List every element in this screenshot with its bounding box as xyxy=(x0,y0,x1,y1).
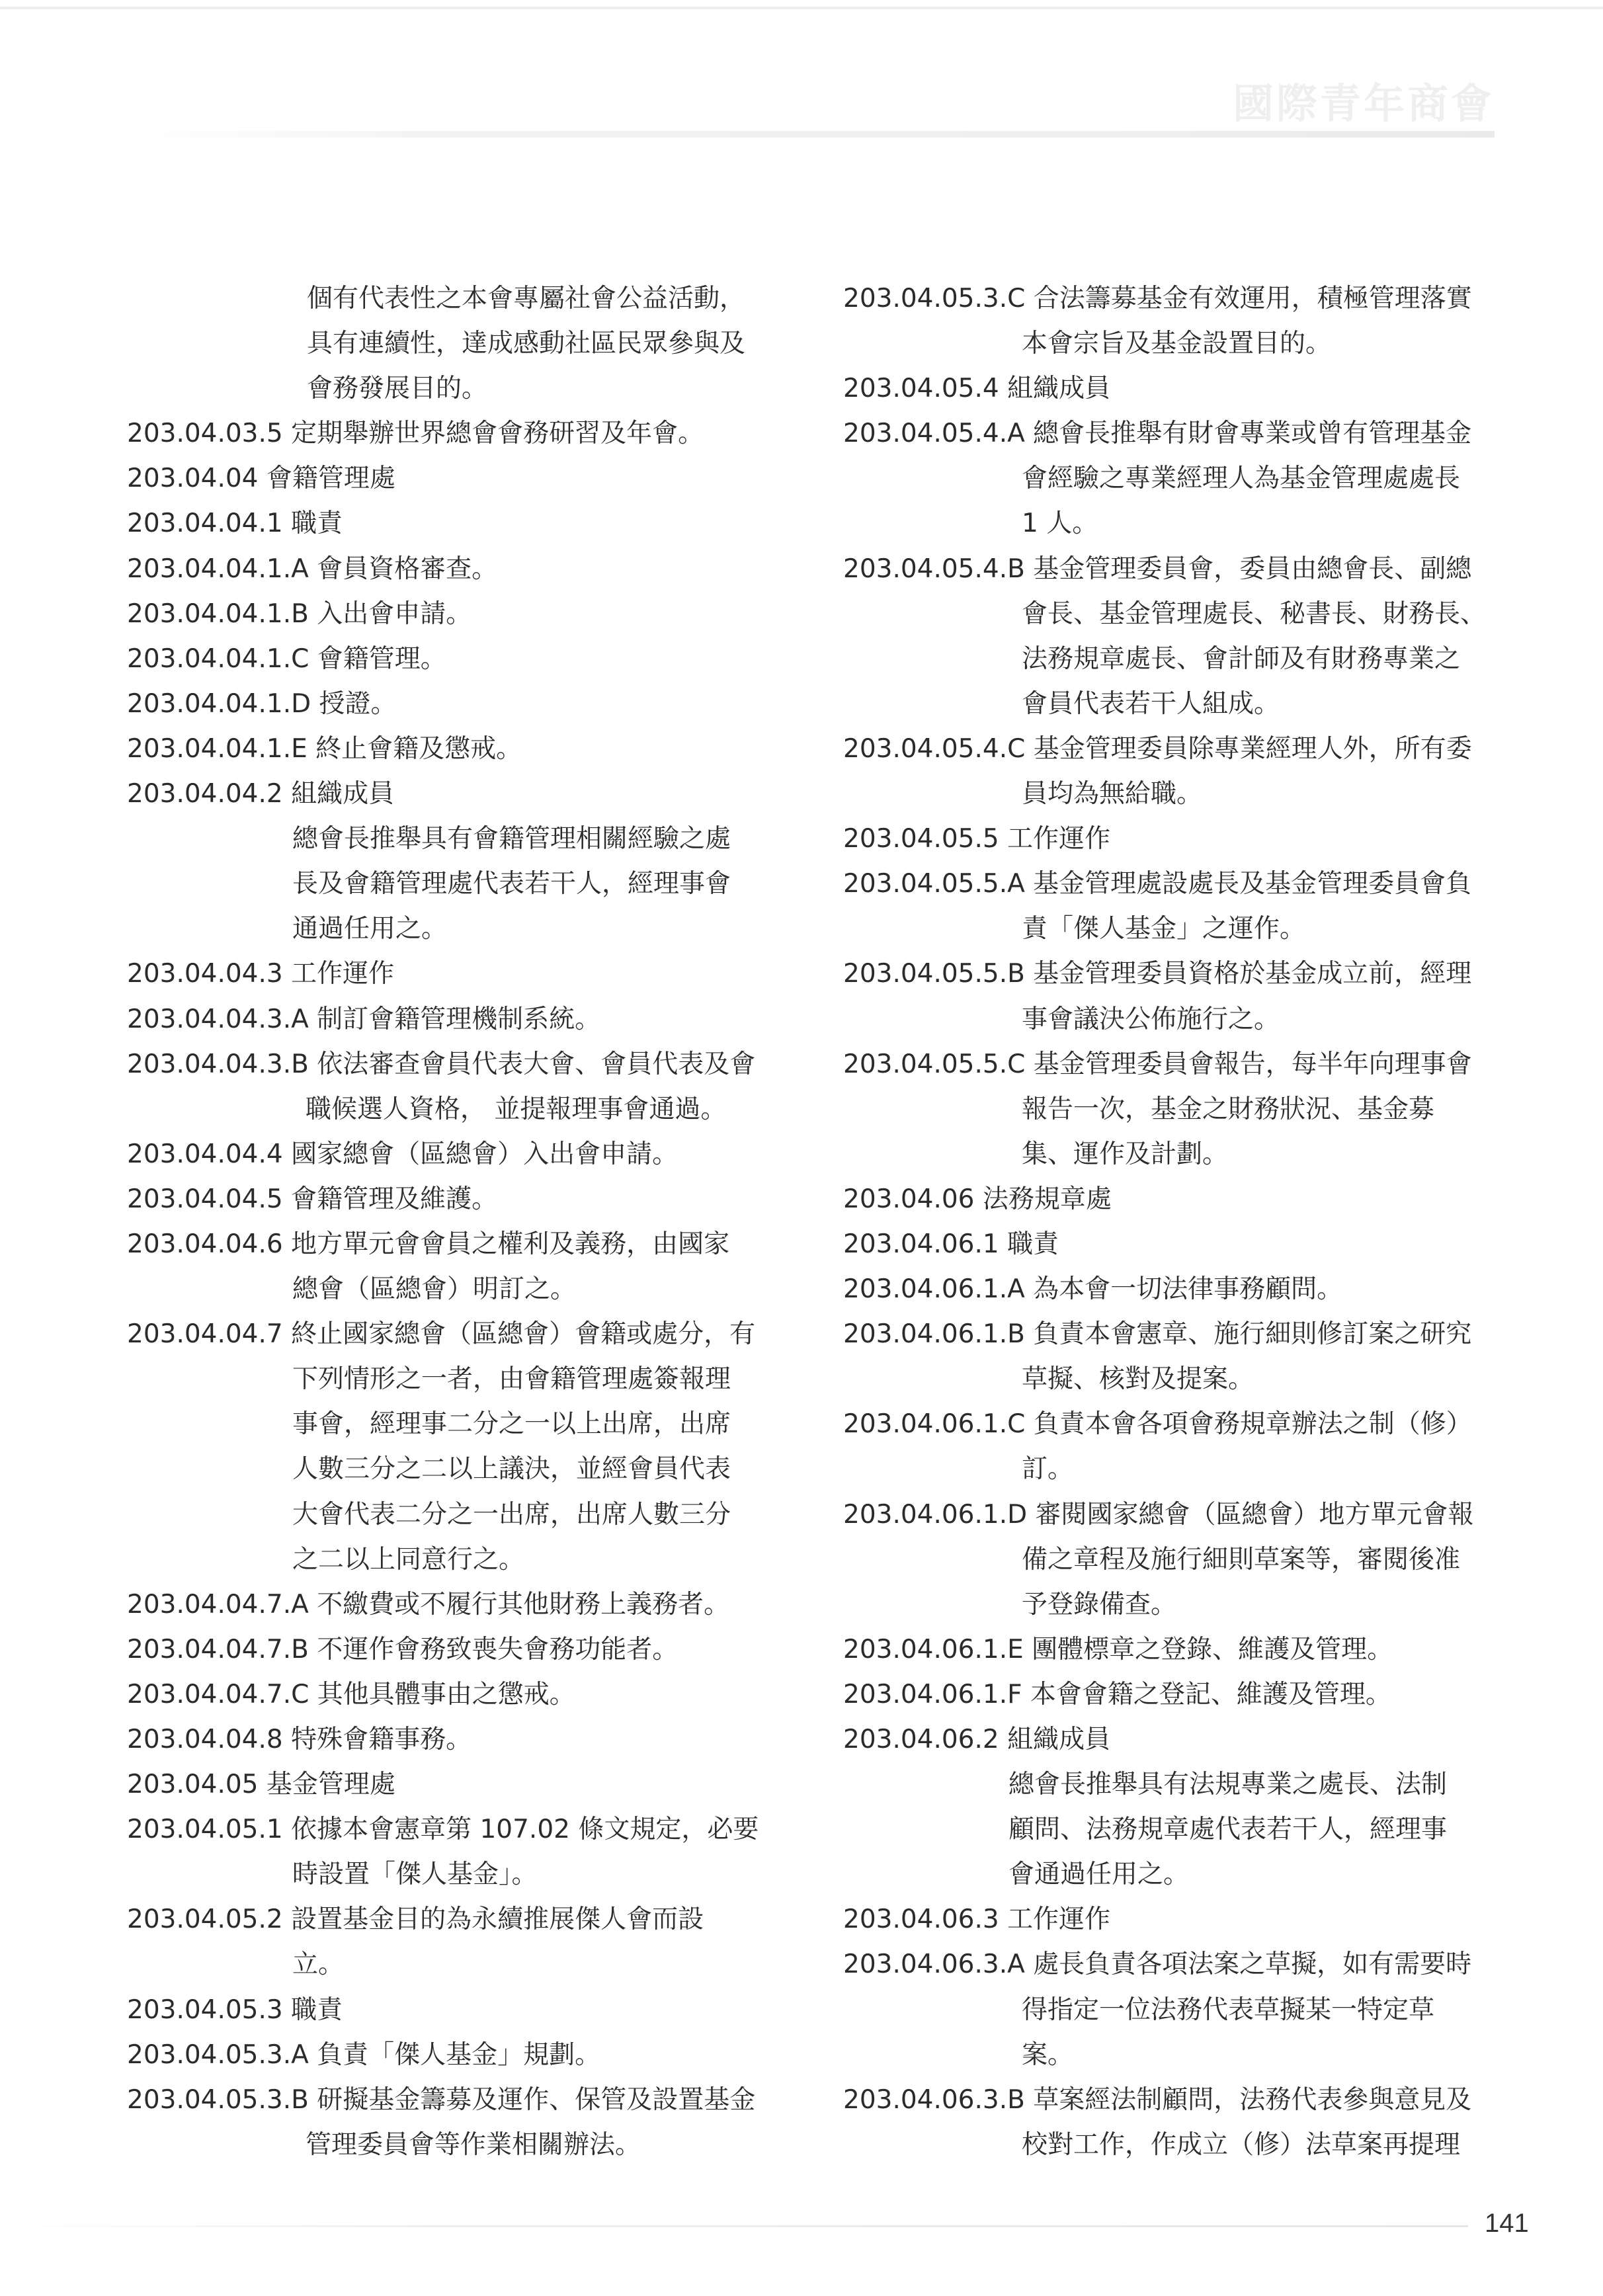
text-line: 203.04.04.1.D 授證。 xyxy=(127,688,397,719)
text-line: 203.04.04.3.A 制訂會籍管理機制系統。 xyxy=(127,1004,601,1034)
text-line: 203.04.05.4.A 總會長推舉有財會專業或曾有管理基金 xyxy=(843,419,1472,449)
footer-line xyxy=(0,2225,1468,2227)
text-line: 事會，經理事二分之一以上出席，出席 xyxy=(292,1409,731,1440)
text-line: 草擬、核對及提案。 xyxy=(1022,1364,1254,1395)
text-line: 203.04.05.5 工作運作 xyxy=(843,824,1111,854)
text-line: 203.04.06.1 職責 xyxy=(843,1229,1059,1259)
text-line: 總會長推舉具有會籍管理相關經驗之處 xyxy=(292,824,731,854)
text-line: 203.04.04.7.B 不運作會務致喪失會務功能者。 xyxy=(127,1634,678,1664)
text-line: 203.04.05.2 設置基金目的為永續推展傑人會而設 xyxy=(127,1905,704,1935)
text-line: 203.04.04.4 國家總會（區總會）入出會申請。 xyxy=(127,1139,678,1169)
top-edge-line xyxy=(0,7,1603,9)
text-line: 會通過任用之。 xyxy=(1008,1860,1190,1890)
text-line: 203.04.06.1.B 負責本會憲章、施行細則修訂案之研究 xyxy=(843,1319,1472,1350)
text-line: 本會宗旨及基金設置目的。 xyxy=(1022,329,1332,359)
text-line: 203.04.05.3.C 合法籌募基金有效運用，積極管理落實 xyxy=(843,284,1472,313)
text-line: 203.04.06.2 組織成員 xyxy=(843,1725,1111,1754)
text-line: 203.04.05.4.B 基金管理委員會，委員由總會長、副總 xyxy=(843,554,1472,584)
text-line: 203.04.05.4.C 基金管理委員除專業經理人外，所有委 xyxy=(843,733,1472,764)
text-line: 203.04.06.3 工作運作 xyxy=(843,1905,1111,1935)
text-line: 203.04.05.1 依據本會憲章第 107.02 條文規定，必要 xyxy=(127,1815,759,1845)
text-line: 法務規章處長、會計師及有財務專業之 xyxy=(1022,643,1461,674)
page-number: 141 xyxy=(1485,2209,1529,2238)
text-line: 203.04.06.1.F 本會會籍之登記、維護及管理。 xyxy=(843,1679,1391,1709)
text-line: 203.04.04.1 職責 xyxy=(127,509,343,539)
text-line: 203.04.04.5 會籍管理及維護。 xyxy=(127,1184,498,1214)
text-line: 203.04.04.1.A 會員資格審查。 xyxy=(127,554,498,584)
text-line: 203.04.04.7 終止國家總會（區總會）會籍或處分，有 xyxy=(127,1319,756,1350)
text-line: 案。 xyxy=(1022,2039,1074,2070)
text-line: 總會長推舉具有法規專業之處長、法制 xyxy=(1008,1770,1448,1800)
text-line: 203.04.06.1.A 為本會一切法律事務顧問。 xyxy=(843,1274,1343,1305)
text-line: 203.04.05.5.C 基金管理委員會報告，每半年向理事會 xyxy=(843,1049,1472,1079)
text-line: 職候選人資格， 並提報理事會通過。 xyxy=(306,1094,727,1124)
text-line: 通過任用之。 xyxy=(292,914,448,944)
text-line: 人數三分之二以上議決，並經會員代表 xyxy=(292,1454,731,1485)
text-line: 會務發展目的。 xyxy=(307,374,488,404)
header-bar xyxy=(126,131,1495,138)
text-line: 203.04.05.3.A 負責「傑人基金」規劃。 xyxy=(127,2039,601,2070)
text-line: 事會議決公佈施行之。 xyxy=(1022,1004,1280,1034)
text-line: 203.04.06 法務規章處 xyxy=(843,1184,1112,1214)
right-column xyxy=(843,276,1508,2168)
text-line: 203.04.05.4 組織成員 xyxy=(843,374,1111,404)
text-line: 長及會籍管理處代表若干人，經理事會 xyxy=(292,869,731,899)
text-line: 203.04.05 基金管理處 xyxy=(127,1770,395,1800)
text-line: 203.04.05.3 職責 xyxy=(127,1994,343,2025)
text-line: 203.04.06.3.A 處長負責各項法案之草擬，如有需要時 xyxy=(843,1949,1472,1980)
text-line: 個有代表性之本會專屬社會公益活動， xyxy=(307,284,746,313)
text-line: 得指定一位法務代表草擬某一特定草 xyxy=(1022,1994,1435,2025)
text-line: 203.04.06.1.E 團體標章之登錄、維護及管理。 xyxy=(843,1634,1393,1664)
text-line: 203.04.06.1.D 審閱國家總會（區總會）地方單元會報 xyxy=(843,1499,1474,1530)
text-line: 管理委員會等作業相關辦法。 xyxy=(306,2129,641,2160)
text-line: 203.04.04.7.A 不繳費或不履行其他財務上義務者。 xyxy=(127,1589,730,1620)
text-line: 備之章程及施行細則草案等，審閱後准 xyxy=(1022,1544,1461,1575)
text-line: 大會代表二分之一出席，出席人數三分 xyxy=(292,1499,731,1530)
text-line: 總會（區總會）明訂之。 xyxy=(292,1274,577,1305)
text-line: 顧問、法務規章處代表若干人，經理事 xyxy=(1008,1815,1448,1845)
text-line: 203.04.05.5.A 基金管理處設處長及基金管理委員會負 xyxy=(843,869,1472,899)
text-line: 下列情形之一者，由會籍管理處簽報理 xyxy=(292,1364,731,1395)
text-line: 203.04.04.7.C 其他具體事由之懲戒。 xyxy=(127,1679,575,1709)
text-line: 會經驗之專業經理人為基金管理處處長 xyxy=(1022,464,1461,494)
text-line: 訂。 xyxy=(1022,1454,1074,1485)
text-line: 校對工作，作成立（修）法草案再提理 xyxy=(1022,2129,1461,2160)
text-line: 之二以上同意行之。 xyxy=(292,1544,525,1575)
left-column xyxy=(127,276,792,2168)
text-line: 責「傑人基金」之運作。 xyxy=(1022,914,1306,944)
text-line: 1 人。 xyxy=(1022,509,1098,539)
text-line: 203.04.04.3.B 依法審查會員代表大會、會員代表及會 xyxy=(127,1049,756,1079)
text-line: 立。 xyxy=(292,1949,345,1980)
text-line: 予登錄備查。 xyxy=(1022,1589,1177,1620)
text-line: 203.04.04.6 地方單元會會員之權利及義務，由國家 xyxy=(127,1229,730,1259)
text-line: 203.04.06.1.C 負責本會各項會務規章辦法之制（修） xyxy=(843,1409,1472,1440)
text-line: 集、運作及計劃。 xyxy=(1022,1139,1229,1169)
text-line: 203.04.04.3 工作運作 xyxy=(127,959,395,989)
text-line: 203.04.04.2 組織成員 xyxy=(127,779,395,809)
text-line: 203.04.06.3.B 草案經法制顧問，法務代表參與意見及 xyxy=(843,2084,1472,2115)
header-title: 國際青年商會 xyxy=(1232,79,1495,128)
text-line: 203.04.04 會籍管理處 xyxy=(127,464,395,494)
text-line: 203.04.05.5.B 基金管理委員資格於基金成立前，經理 xyxy=(843,959,1472,989)
text-line: 203.04.04.8 特殊會籍事務。 xyxy=(127,1725,472,1754)
text-line: 會員代表若干人組成。 xyxy=(1022,688,1280,719)
text-line: 時設置「傑人基金」。 xyxy=(292,1860,538,1890)
text-line: 203.04.04.1.B 入出會申請。 xyxy=(127,598,472,629)
text-line: 203.04.04.1.C 會籍管理。 xyxy=(127,643,446,674)
text-line: 203.04.05.3.B 研擬基金籌募及運作、保管及設置基金 xyxy=(127,2084,756,2115)
text-line: 203.04.04.1.E 終止會籍及懲戒。 xyxy=(127,733,522,764)
text-line: 203.04.03.5 定期舉辦世界總會會務研習及年會。 xyxy=(127,419,704,449)
text-line: 報告一次，基金之財務狀況、基金募 xyxy=(1022,1094,1435,1124)
text-line: 員均為無給職。 xyxy=(1022,779,1203,809)
text-line: 會長、基金管理處長、秘書長、財務長、 xyxy=(1022,598,1487,629)
text-line: 具有連續性，達成感動社區民眾參與及 xyxy=(307,329,746,359)
